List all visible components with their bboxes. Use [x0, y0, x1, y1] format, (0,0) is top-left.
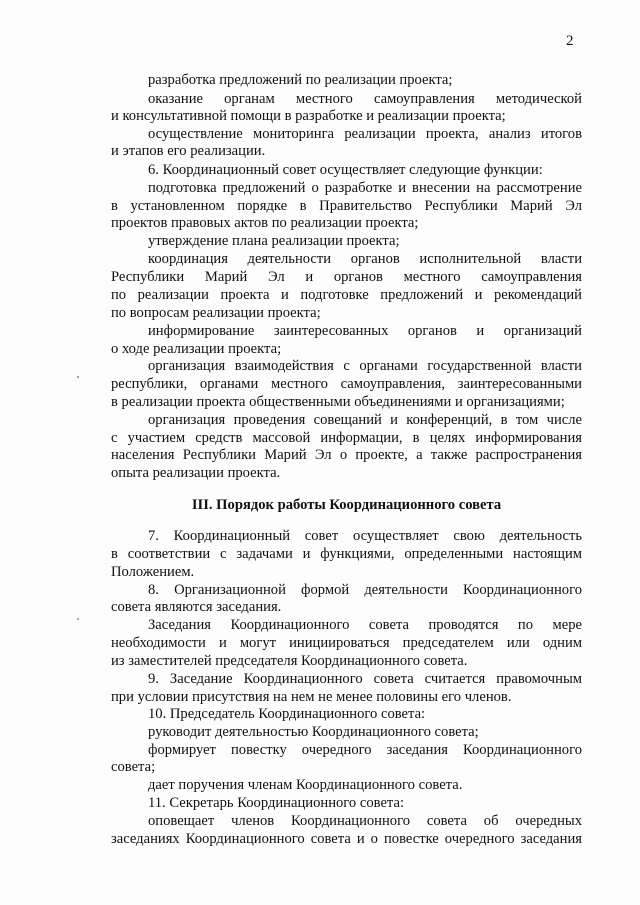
paragraph-first-line: 11. Секретарь Координационного совета:	[148, 795, 405, 811]
paragraph-first-line: утверждение плана реализации проекта;	[148, 233, 400, 249]
text-line: населения Республики Марий Эл о проекте, а также распространения	[111, 447, 582, 463]
paragraph-first-line: подготовка предложений о разработке и внесении на рассмотрение	[148, 180, 582, 196]
text-line: необходимости и могут инициироваться председателем или одним	[111, 635, 582, 651]
paragraph-first-line: 7. Координационный совет осуществляет свою деятельность	[148, 528, 582, 544]
paragraph-first-line: разработка предложений по реализации проекта;	[148, 72, 453, 88]
paragraph-first-line: Заседания Координационного совета проводятся по мере	[148, 617, 582, 633]
text-line: и консультативной помощи в разработке и реализации проекта;	[111, 108, 506, 124]
text-line: заседаниях Координационного совета и о повестке очередного заседания	[111, 831, 582, 847]
page-number: 2	[566, 33, 574, 49]
paragraph-first-line: информирование заинтересованных органов и организаций	[148, 323, 582, 339]
text-line: проектов правовых актов по реализации проекта;	[111, 215, 419, 231]
scan-speck	[77, 376, 79, 378]
text-line: в установленном порядке в Правительство Республики Марий Эл	[111, 198, 582, 214]
text-line: опыта реализации проекта.	[111, 465, 281, 481]
paragraph-first-line: осуществление мониторинга реализации проекта, анализ итогов	[148, 126, 582, 142]
text-line: республики, органами местного самоуправления, заинтересованными	[111, 376, 582, 392]
text-line: по вопросам реализации проекта;	[111, 305, 321, 321]
paragraph-first-line: формирует повестку очередного заседания Координационного	[148, 742, 582, 758]
paragraph-first-line: оповещает членов Координационного совета об очередных	[148, 813, 582, 829]
paragraph-first-line: оказание органам местного самоуправления методической	[148, 91, 582, 107]
text-line: с участием средств массовой информации, в целях информирования	[111, 430, 582, 446]
paragraph-first-line: организация проведения совещаний и конференций, в том числе	[148, 412, 582, 428]
text-line: по реализации проекта и подготовке предложений и рекомендаций	[111, 287, 582, 303]
paragraph-first-line: руководит деятельностью Координационного совета;	[148, 724, 479, 740]
text-line: о ходе реализации проекта;	[111, 341, 282, 357]
scan-speck	[77, 618, 79, 620]
text-line: Республики Марий Эл и органов местного самоуправления	[111, 269, 582, 285]
text-line: и этапов его реализации.	[111, 143, 266, 159]
paragraph-first-line: 10. Председатель Координационного совета:	[148, 706, 426, 722]
paragraph-first-line: 9. Заседание Координационного совета считается правомочным	[148, 671, 582, 687]
text-line: из заместителей председателя Координационного совета.	[111, 653, 468, 669]
text-line: совета;	[111, 759, 156, 775]
paragraph-first-line: 8. Организационной формой деятельности Координационного	[148, 582, 582, 598]
paragraph-first-line: дает поручения членам Координационного совета.	[148, 777, 463, 793]
paragraph-first-line: координация деятельности органов исполнительной власти	[148, 251, 582, 267]
text-line: в соответствии с задачами и функциями, определенными настоящим	[111, 546, 582, 562]
text-line: при условии присутствия на нем не менее половины его членов.	[111, 689, 512, 705]
section-heading: III. Порядок работы Координационного совета	[191, 497, 502, 513]
paragraph-first-line: организация взаимодействия с органами государственной власти	[148, 358, 582, 374]
text-line: совета являются заседания.	[111, 599, 282, 615]
paragraph-first-line: 6. Координационный совет осуществляет следующие функции:	[148, 162, 543, 178]
text-line: Положением.	[111, 564, 195, 580]
text-line: в реализации проекта общественными объединениями и организациями;	[111, 394, 565, 410]
